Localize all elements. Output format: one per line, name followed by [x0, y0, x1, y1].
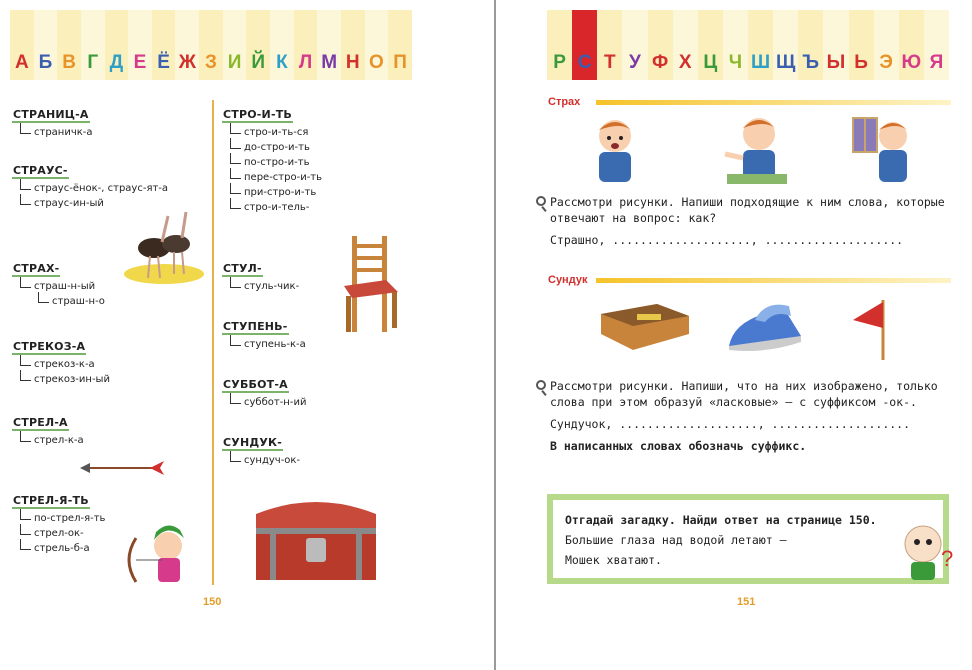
alphabet-letter: Ю: [899, 10, 924, 80]
task-2-text: Рассмотри рисунки. Напиши, что на них изображено, только слова при этом образуй «ласковые» — с суффиксом -ок-.: [550, 379, 938, 409]
word-nest-entry: [12, 494, 105, 554]
small-chest-illustration: [597, 300, 693, 356]
page-number-right: 151: [737, 596, 756, 608]
root-word: СУББОТ-А: [223, 378, 288, 391]
alphabet-letter: В: [57, 10, 81, 80]
magnifier-icon: [536, 380, 546, 390]
alphabet-letter: А: [10, 10, 34, 80]
alphabet-strip-right: [547, 10, 949, 80]
section-title-strakh-label: Страх: [548, 96, 581, 108]
archer-illustration: [122, 520, 202, 588]
derived-word: страш-н-ый: [12, 281, 105, 292]
alphabet-letter: К: [270, 10, 294, 80]
root-word: СУНДУК-: [223, 436, 282, 449]
alphabet-letter: Й: [246, 10, 270, 80]
alphabet-letter: Ы: [823, 10, 848, 80]
root-word: СТРАНИЦ-А: [13, 108, 89, 121]
task-2: [550, 378, 950, 454]
alphabet-letter: И: [223, 10, 247, 80]
word-nest-entry: [12, 164, 168, 209]
alphabet-letter: Ь: [849, 10, 874, 80]
word-nest-entry: [222, 378, 306, 408]
derived-word: сундуч-ок-: [222, 455, 300, 466]
right-page: [499, 0, 972, 670]
riddle-box: [547, 494, 949, 584]
root-word: СТРО-И-ТЬ: [223, 108, 293, 121]
riddle-line-1: Большие глаза над водой летают —: [565, 533, 787, 547]
word-nest-entry: [222, 108, 322, 213]
alphabet-letter: Щ: [773, 10, 798, 80]
page-number-left: 150: [203, 596, 222, 608]
task-1-answer: Страшно, ...................., ....................: [550, 233, 904, 247]
derived-word: стуль-чик-: [222, 281, 299, 292]
alphabet-letter: Е: [128, 10, 152, 80]
alphabet-letter: Ф: [648, 10, 673, 80]
derived-word: стро-и-тель-: [222, 202, 322, 213]
alphabet-letter: Ц: [698, 10, 723, 80]
section-title-sunduk-label: Сундук: [548, 274, 588, 286]
root-word: СТРАУС-: [13, 164, 68, 177]
derived-word: суббот-н-ий: [222, 397, 306, 408]
root-word: СТУЛ-: [223, 262, 262, 275]
derived-word: стрель-б-а: [12, 543, 105, 554]
alphabet-letter: Х: [673, 10, 698, 80]
derived-word: стро-и-ть-ся: [222, 127, 322, 138]
scared-boy-illustration: [581, 116, 647, 186]
section-bar: [596, 278, 951, 283]
alphabet-letter: Ш: [748, 10, 773, 80]
alphabet-letter: З: [199, 10, 223, 80]
alphabet-letter: М: [317, 10, 341, 80]
alphabet-letter: Л: [294, 10, 318, 80]
task-1: [550, 194, 950, 248]
word-nest-entry: [222, 320, 306, 350]
root-word: СТРЕЛ-Я-ТЬ: [13, 494, 89, 507]
alphabet-letter: У: [622, 10, 647, 80]
word-nest-entry: [222, 436, 300, 466]
derived-word: при-стро-и-ть: [222, 187, 322, 198]
riddle-title: Отгадай загадку. Найди ответ на странице 150.: [565, 513, 877, 527]
alphabet-letter: Ъ: [798, 10, 823, 80]
task-2-note: В написанных словах обозначь суффикс.: [550, 439, 807, 453]
alphabet-letter: Э: [874, 10, 899, 80]
alphabet-letter: Я: [924, 10, 949, 80]
boy-pointing-illustration: [723, 114, 789, 186]
boy-at-window-illustration: [851, 116, 913, 184]
section-bar: [596, 100, 951, 105]
alphabet-letter: Т: [597, 10, 622, 80]
derived-word: страус-ёнок-, страус-ят-а: [12, 183, 168, 194]
book-spine: [494, 0, 496, 670]
derived-word: стрел-ок-: [12, 528, 105, 539]
alphabet-letter: Г: [81, 10, 105, 80]
root-word: СТУПЕНЬ-: [223, 320, 288, 333]
magnifier-icon: [536, 196, 546, 206]
alphabet-letter: О: [365, 10, 389, 80]
chair-illustration: [342, 234, 400, 336]
derived-word: пере-стро-и-ть: [222, 172, 322, 183]
thinking-character-illustration: [901, 522, 963, 582]
derived-word: по-стрел-я-ть: [12, 513, 105, 524]
section-title-sunduk: [548, 274, 587, 286]
task-2-answer: Сундучок, ...................., ....................: [550, 417, 911, 431]
derived-word: ступень-к-а: [222, 339, 306, 350]
derived-word: стрекоз-ин-ый: [12, 374, 110, 385]
word-nest-entry: [12, 108, 93, 138]
derived-word: стрел-к-а: [12, 435, 84, 446]
derived-word: до-стро-и-ть: [222, 142, 322, 153]
root-word: СТРЕЛ-А: [13, 416, 68, 429]
alphabet-letter: Ч: [723, 10, 748, 80]
task-1-text: Рассмотри рисунки. Напиши подходящие к ним слова, которые отвечают на вопрос: как?: [550, 195, 945, 225]
alphabet-letter: П: [388, 10, 412, 80]
iron-illustration: [725, 296, 805, 354]
svg-text:?: ?: [941, 546, 954, 571]
alphabet-letter: Д: [105, 10, 129, 80]
ostriches-illustration: [124, 208, 206, 284]
alphabet-letter: Н: [341, 10, 365, 80]
derived-word: страш-н-о: [12, 296, 105, 307]
alphabet-letter: Ж: [175, 10, 199, 80]
arrow-illustration: [80, 460, 164, 476]
word-nest-entry: [12, 262, 105, 307]
derived-word: стрекоз-к-а: [12, 359, 110, 370]
alphabet-letter: Б: [34, 10, 58, 80]
section-title-strakh: [548, 96, 580, 108]
chest-illustration: [250, 494, 382, 584]
root-word: СТРЕКОЗ-А: [13, 340, 86, 353]
alphabet-strip-left: [10, 10, 412, 80]
derived-word: по-стро-и-ть: [222, 157, 322, 168]
flag-illustration: [851, 298, 887, 362]
alphabet-letter: Ё: [152, 10, 176, 80]
alphabet-letter: С: [572, 10, 597, 80]
word-nest-entry: [222, 262, 299, 292]
riddle-line-2: Мошек хватают.: [565, 553, 662, 567]
word-nest-entry: [12, 340, 110, 385]
word-nest-entry: [12, 416, 84, 446]
alphabet-letter: Р: [547, 10, 572, 80]
derived-word: страус-ин-ый: [12, 198, 168, 209]
derived-word: страничк-а: [12, 127, 93, 138]
root-word: СТРАХ-: [13, 262, 60, 275]
column-divider: [212, 100, 214, 585]
